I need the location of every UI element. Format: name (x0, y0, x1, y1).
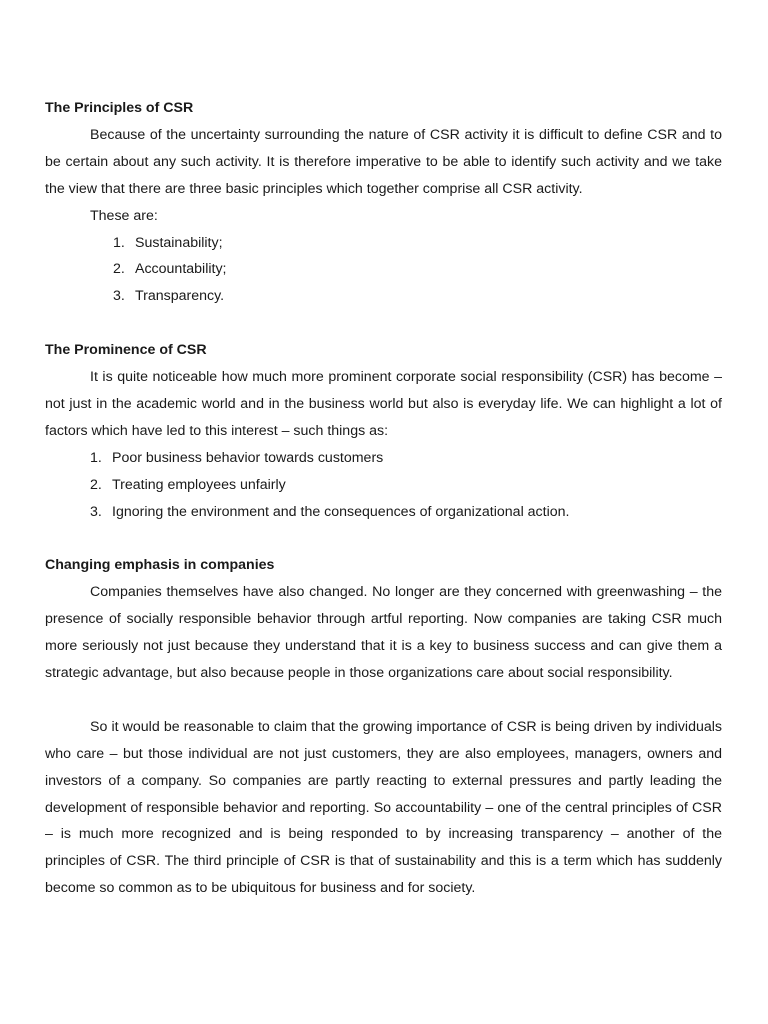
list-item (45, 230, 722, 257)
list-item-text: Treating employees unfairly (112, 476, 286, 493)
section-heading-changing: Changing emphasis in companies (45, 557, 275, 574)
list-item (45, 256, 722, 283)
list-item-text: Ignoring the environment and the consequences of organizational action. (112, 503, 570, 520)
paragraph-changing-1: Companies themselves have also changed. No longer are they concerned with greenwashing – the presence of socially responsible behavior through artful reporting. Now companies are taking CSR much more seriously not just because they understand that it is a key to business success and can give them a strategic advantage, but also because people in those organizations care about social responsibility. (45, 584, 722, 681)
spacer (45, 525, 722, 552)
paragraph-changing-2: So it would be reasonable to claim that the growing importance of CSR is being driven by individuals who care – but those individual are not just customers, they are also employees, managers, owners and investors of a company. So companies are partly reacting to external pressures and partly leading the development of responsible behavior and reporting. So accountability – one of the central principles of CSR – is much more recognized and is being responded to by increasing transparency – another of the principles of CSR. The third principle of CSR is that of sustainability and this is a term which has suddenly become so common as to be ubiquitous for business and for society. (45, 718, 722, 897)
spacer (45, 687, 722, 714)
list-number: 2. (113, 261, 125, 278)
paragraph-principles: Because of the uncertainty surrounding the nature of CSR activity it is difficult to define CSR and to be certain about any such activity. It is therefore imperative to be able to identify such activity and we take the view that there are three basic principles which together comprise all CSR activity. (45, 126, 722, 197)
list-item (45, 499, 722, 526)
list-item (45, 472, 722, 499)
spacer (45, 310, 722, 337)
list-item-text: Poor business behavior towards customers (112, 449, 384, 466)
factors-list (45, 445, 722, 526)
list-number: 1. (113, 234, 125, 251)
list-item-text: Accountability; (135, 261, 227, 278)
list-number: 1. (90, 449, 102, 466)
list-item-text: Transparency. (135, 288, 225, 305)
list-item (45, 445, 722, 472)
section-heading-principles: The Principles of CSR (45, 100, 194, 116)
list-item-text: Sustainability; (135, 234, 223, 251)
paragraph-prominence: It is quite noticeable how much more prominent corporate social responsibility (CSR) has become – not just in the academic world and in the business world but also is everyday life. We can highlight a lot of factors which have led to this interest – such things as: (45, 369, 722, 439)
list-number: 3. (90, 503, 102, 520)
list-number: 3. (113, 288, 125, 305)
list-number: 2. (90, 476, 102, 493)
section-heading-prominence: The Prominence of CSR (45, 342, 207, 359)
document-page (45, 95, 722, 902)
list-intro: These are: (90, 207, 158, 224)
principles-list (45, 230, 722, 311)
list-item (45, 283, 722, 310)
